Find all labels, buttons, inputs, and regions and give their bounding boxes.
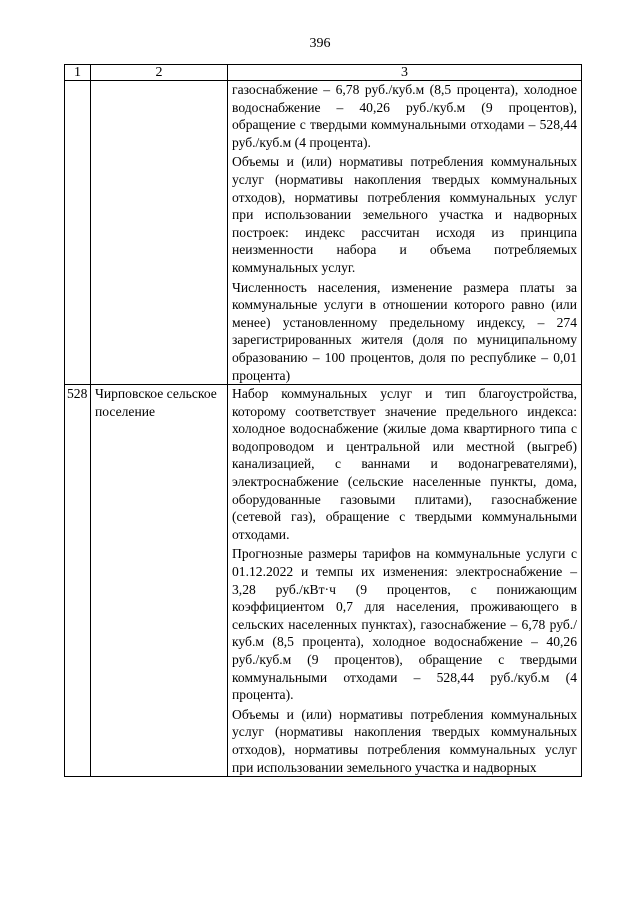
table-header-row: [65, 65, 582, 81]
description-cell: [228, 385, 582, 777]
municipality-name-cell: Чирповское сельское поселение: [91, 385, 228, 777]
table-row: [65, 385, 582, 777]
document-table: [64, 64, 582, 777]
description-paragraph: Объемы и (или) нормативы потребления коммунальных услуг (нормативы накопления твердых коммунальных отходов), нормативы потребления коммунальных услуг при использовании земельного участка и надворных построек: индекс рассчитан исходя из принципа неизменности набора и объема потребляемых коммунальных услуг.: [232, 154, 577, 275]
column-header-1: 1: [65, 65, 91, 81]
municipality-name-cell: [91, 81, 228, 385]
description-paragraph: газоснабжение – 6,78 руб./куб.м (8,5 процента), холодное водоснабжение – 40,26 руб./куб.м (9 процентов), обращение с твердыми коммунальными отходами – 528,44 руб./куб.м (4 процента).: [232, 82, 577, 150]
description-cell: [228, 81, 582, 385]
description-paragraph: Набор коммунальных услуг и тип благоустройства, которому соответствует значение предельного индекса: холодное водоснабжение (жилые дома квартирного типа с водопроводом и центральной или местной (выгреб) канализацией, с ваннами и водонагревателями), электроснабжение (сельские населенные пункты, дома, оборудованные газовыми плитами), газоснабжение (сетевой газ), обращение с твердыми коммунальными отходами.: [232, 386, 577, 542]
row-number-cell: 528: [65, 385, 91, 777]
table-row: [65, 81, 582, 385]
column-header-3: 3: [228, 65, 582, 81]
description-paragraph: Прогнозные размеры тарифов на коммунальные услуги с 01.12.2022 и темпы их изменения: электроснабжение – 3,28 руб./кВт·ч (9 процентов, с понижающим коэффициентом 0,7 для населения, проживающего в сельских населенных пунктах), газоснабжение – 6,78 руб./куб.м (8,5 процента), холодное водоснабжение – 40,26 руб./куб.м (9 процентов), обращение с твердыми коммунальными отходами – 528,44 руб./куб.м (4 процента).: [232, 546, 577, 703]
description-paragraph: Численность населения, изменение размера платы за коммунальные услуги в отношении которого равно (или менее) установленному предельному индексу, – 274 зарегистрированных жителя (доля по муниципальному образованию – 100 процентов, доля по республике – 0,01 процента): [232, 279, 577, 383]
description-paragraph: Объемы и (или) нормативы потребления коммунальных услуг (нормативы накопления твердых коммунальных отходов), нормативы потребления коммунальных услуг при использовании земельного участка и надворных: [232, 706, 577, 775]
column-header-2: 2: [91, 65, 228, 81]
page-number: 396: [309, 36, 331, 51]
row-number-cell: [65, 81, 91, 385]
